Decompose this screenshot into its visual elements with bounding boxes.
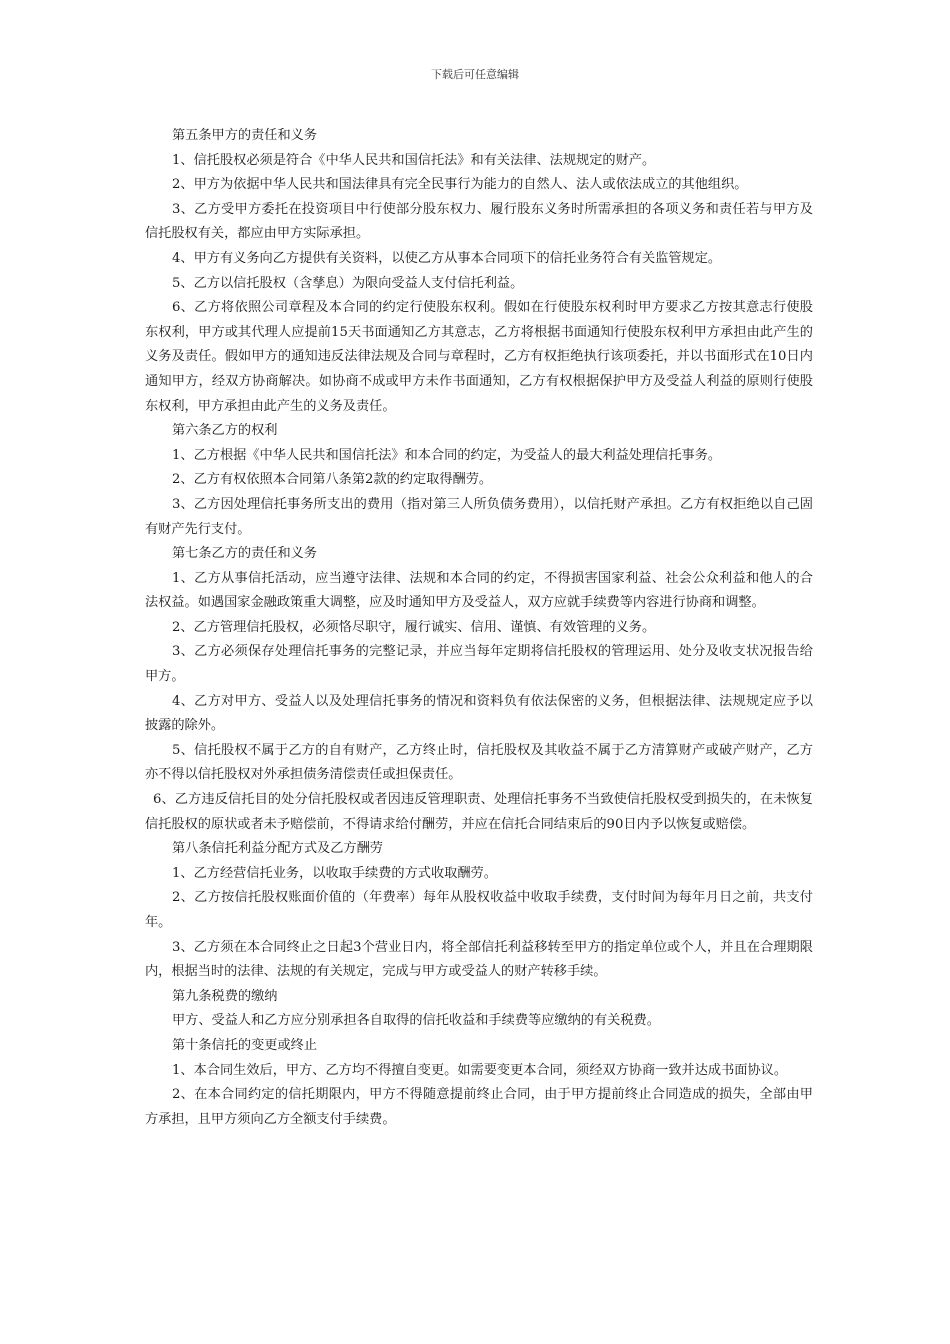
paragraph: 3、乙方须在本合同终止之日起3个营业日内，将全部信托利益移转至甲方的指定单位或个人，并且在合理期限内，根据当时的法律、法规的有关规定，完成与甲方或受益人的财产转移手续。 [145,939,813,980]
paragraph: 第五条甲方的责任和义务 [172,128,318,143]
paragraph: 2、在本合同约定的信托期限内，甲方不得随意提前终止合同，由于甲方提前终止合同造成的损失，全部由甲方承担，且甲方须向乙方全额支付手续费。 [145,1087,813,1127]
page-header: 下载后可任意编辑 [431,68,519,81]
paragraph: 第六条乙方的权利 [172,423,278,439]
document-body [145,124,813,1132]
paragraph: 第八条信托利益分配方式及乙方酬劳 [172,841,383,857]
paragraph: 3、乙方因处理信托事务所支出的费用（指对第三人所负债务费用），以信托财产承担。乙方有权拒绝以自己固有财产先行支付。 [145,496,813,537]
paragraph: 1、信托股权必须是符合《中华人民共和国信托法》和有关法律、法规规定的财产。 [172,152,656,168]
paragraph: 2、乙方有权依照本合同第八条第2款的约定取得酬劳。 [172,472,493,488]
paragraph: 2、甲方为依据中华人民共和国法律具有完全民事行为能力的自然人、法人或依法成立的其他组织。 [172,177,748,193]
paragraph: 第九条税费的缴纳 [172,988,278,1004]
paragraph: 6、乙方将依照公司章程及本合同的约定行使股东权利。假如在行使股东权利时甲方要求乙方按其意志行使股东权利，甲方或其代理人应提前15天书面通知乙方其意志，乙方将根据书面通知行使股东权利甲方承担由此产生的义务及责任。假如甲方的通知违反法律法规及合同与章程时，乙方有权拒绝执行该项委托，并以书面形式在10日内通知甲方，经双方协商解决。如协商不成或甲方未作书面通知，乙方有权根据保护甲方及受益人利益的原则行使股东权利，甲方承担由此产生的义务及责任。 [145,300,813,414]
paragraph: 3、乙方受甲方委托在投资项目中行使部分股东权力、履行股东义务时所需承担的各项义务和责任若与甲方及信托股权有关，都应由甲方实际承担。 [145,201,813,242]
paragraph: 1、乙方从事信托活动，应当遵守法律、法规和本合同的约定，不得损害国家利益、社会公众利益和他人的合法权益。如遇国家金融政策重大调整，应及时通知甲方及受益人，双方应就手续费等内容进行协商和调整。 [145,570,813,611]
paragraph: 4、甲方有义务向乙方提供有关资料，以使乙方从事本合同项下的信托业务符合有关监管规定。 [172,250,722,266]
paragraph: 第七条乙方的责任和义务 [172,546,318,562]
paragraph: 1、乙方根据《中华人民共和国信托法》和本合同的约定，为受益人的最大利益处理信托事务。 [172,447,722,463]
paragraph: 3、乙方必须保存处理信托事务的完整记录，并应当每年定期将信托股权的管理运用、处分及收支状况报告给甲方。 [145,644,813,685]
paragraph: 2、乙方管理信托股权，必须恪尽职守，履行诚实、信用、谨慎、有效管理的义务。 [172,619,656,635]
paragraph: 6、乙方违反信托目的处分信托股权或者因违反管理职责、处理信托事务不当致使信托股权受到损失的，在未恢复信托股权的原状或者未予赔偿前，不得请求给付酬劳，并应在信托合同结束后的90日内予以恢复或赔偿。 [145,792,813,832]
paragraph: 1、乙方经营信托业务，以收取手续费的方式收取酬劳。 [172,865,497,881]
paragraph: 2、乙方按信托股权账面价值的（年费率）每年从股权收益中收取手续费，支付时间为每年月日之前，共支付年。 [145,890,813,930]
paragraph: 甲方、受益人和乙方应分别承担各自取得的信托收益和手续费等应缴纳的有关税费。 [172,1013,660,1029]
paragraph: 5、乙方以信托股权（含孳息）为限向受益人支付信托利益。 [172,275,524,291]
paragraph: 5、信托股权不属于乙方的自有财产，乙方终止时，信托股权及其收益不属于乙方清算财产或破产财产，乙方亦不得以信托股权对外承担债务清偿责任或担保责任。 [145,742,813,783]
paragraph: 1、本合同生效后，甲方、乙方均不得擅自变更。如需要变更本合同，须经双方协商一致并达成书面协议。 [172,1062,788,1078]
paragraph: 第十条信托的变更或终止 [172,1037,318,1053]
paragraph: 4、乙方对甲方、受益人以及处理信托事务的情况和资料负有依法保密的义务，但根据法律、法规规定应予以披露的除外。 [145,693,813,734]
